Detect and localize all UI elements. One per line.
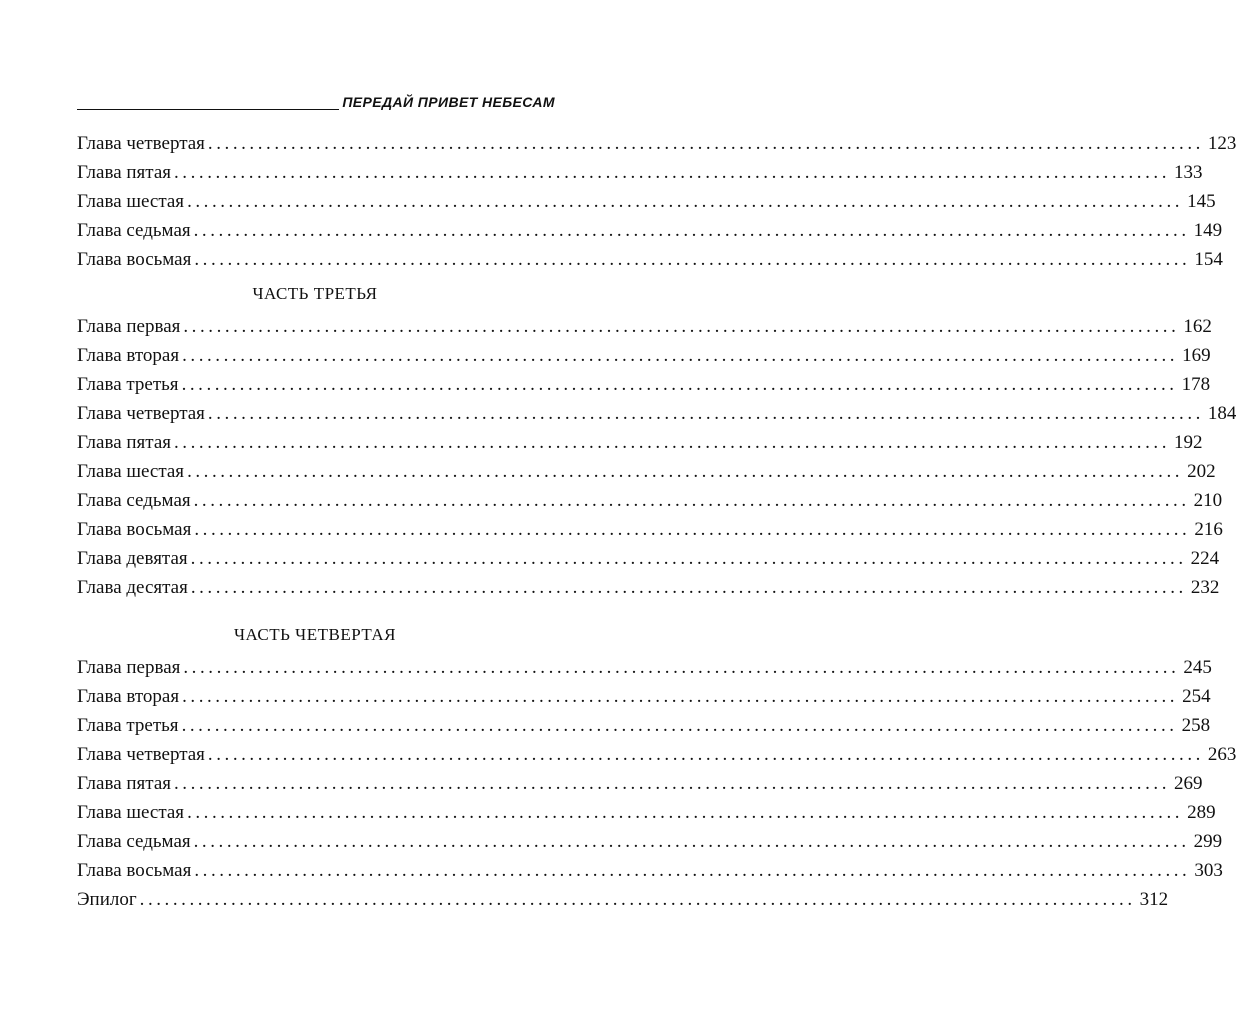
part-title-4: ЧАСТЬ ЧЕТВЕРТАЯ xyxy=(233,625,397,644)
toc-entry-label: Глава пятая xyxy=(77,773,171,794)
toc-entry-label: Глава четвертая xyxy=(77,403,205,424)
toc-entry xyxy=(77,856,1223,885)
dot-leader: ........................................................................................................................ xyxy=(194,860,1191,881)
toc-entry-page: 184 xyxy=(1207,403,1236,424)
toc-entry-label: Глава вторая xyxy=(77,345,180,366)
toc-entry xyxy=(77,711,1211,740)
toc-entry xyxy=(77,187,1216,216)
toc-entry xyxy=(77,515,1223,544)
toc-entry xyxy=(77,457,1216,486)
toc-entry-page: 232 xyxy=(1190,577,1220,598)
dot-leader: ........................................................................................................................ xyxy=(194,519,1191,540)
toc-entry-label: Глава седьмая xyxy=(77,831,191,852)
dot-leader: ........................................................................................................................ xyxy=(174,432,1170,453)
toc-entry xyxy=(77,399,1236,428)
toc-entry-page: 224 xyxy=(1190,548,1220,569)
toc-entry xyxy=(77,486,1223,515)
toc-entry-page: 133 xyxy=(1174,162,1203,183)
toc-part3-group xyxy=(77,312,1236,602)
toc-entry-page: 245 xyxy=(1183,657,1212,678)
running-header xyxy=(77,90,555,114)
toc-entry-label: Глава седьмая xyxy=(77,490,191,511)
toc-entry xyxy=(77,158,1203,187)
part-title-3: ЧАСТЬ ТРЕТЬЯ xyxy=(252,284,378,303)
toc-entry-page: 154 xyxy=(1194,249,1223,270)
dot-leader: ........................................................................................................................ xyxy=(207,403,1204,424)
toc-entry-label: Глава пятая xyxy=(77,432,171,453)
toc-entry-page: 162 xyxy=(1183,316,1212,337)
toc-entry-page: 210 xyxy=(1193,490,1223,511)
dot-leader: ........................................................................................................................ xyxy=(190,548,1187,569)
toc-entry xyxy=(77,573,1220,602)
toc-entry-page: 289 xyxy=(1187,802,1216,823)
toc-entry-page: 123 xyxy=(1207,133,1236,154)
dot-leader: ........................................................................................................................ xyxy=(207,744,1204,765)
dot-leader: ........................................................................................................................ xyxy=(174,773,1170,794)
toc-entry-label: Глава седьмая xyxy=(77,220,191,241)
dot-leader: ........................................................................................................................ xyxy=(181,715,1178,736)
toc-entry-page: 145 xyxy=(1187,191,1216,212)
dot-leader: ........................................................................................................................ xyxy=(183,316,1180,337)
toc-entry-label: Глава четвертая xyxy=(77,744,205,765)
table-of-contents xyxy=(77,129,1236,914)
toc-entry-page: 263 xyxy=(1207,744,1236,765)
toc-entry xyxy=(77,245,1223,274)
toc-entry xyxy=(77,798,1216,827)
toc-entry-label: Глава десятая xyxy=(77,577,188,598)
toc-entry xyxy=(77,428,1203,457)
toc-top-group xyxy=(77,129,1236,274)
dot-leader: ........................................................................................................................ xyxy=(183,657,1180,678)
toc-entry xyxy=(77,216,1223,245)
dot-leader: ........................................................................................................................ xyxy=(193,490,1190,511)
dot-leader: ........................................................................................................................ xyxy=(181,374,1178,395)
dot-leader: ........................................................................................................................ xyxy=(174,162,1170,183)
toc-entry-page: 178 xyxy=(1181,374,1211,395)
toc-entry xyxy=(77,740,1236,769)
toc-entry xyxy=(77,544,1220,573)
toc-entry xyxy=(77,341,1211,370)
toc-entry-label: Глава пятая xyxy=(77,162,171,183)
toc-entry-page: 149 xyxy=(1193,220,1223,241)
dot-leader: ........................................................................................................................ xyxy=(187,461,1184,482)
toc-entry xyxy=(77,769,1203,798)
dot-leader: ........................................................................................................................ xyxy=(207,133,1204,154)
book-title: ПЕРЕДАЙ ПРИВЕТ НЕБЕСАМ xyxy=(342,94,555,110)
toc-entry-label: Эпилог xyxy=(77,889,137,910)
toc-entry-label: Глава восьмая xyxy=(77,249,192,270)
dot-leader: ........................................................................................................................ xyxy=(193,831,1190,852)
toc-entry xyxy=(77,129,1236,158)
toc-entry-page: 216 xyxy=(1194,519,1223,540)
toc-entry xyxy=(77,370,1211,399)
dot-leader: ........................................................................................................................ xyxy=(139,889,1136,910)
toc-entry-label: Глава шестая xyxy=(77,802,185,823)
dot-leader: ........................................................................................................................ xyxy=(182,686,1179,707)
dot-leader: ........................................................................................................................ xyxy=(182,345,1179,366)
toc-entry-label: Глава первая xyxy=(77,316,181,337)
toc-entry-label: Глава четвертая xyxy=(77,133,205,154)
toc-entry-label: Глава девятая xyxy=(77,548,188,569)
toc-entry-label: Глава первая xyxy=(77,657,181,678)
toc-entry xyxy=(77,682,1211,711)
header-rule xyxy=(77,109,339,110)
dot-leader: ........................................................................................................................ xyxy=(187,802,1184,823)
toc-entry xyxy=(77,312,1212,341)
toc-entry-label: Глава третья xyxy=(77,715,179,736)
toc-entry-page: 312 xyxy=(1139,889,1169,910)
toc-entry-page: 299 xyxy=(1193,831,1223,852)
toc-part4-group xyxy=(77,653,1236,914)
toc-entry-label: Глава восьмая xyxy=(77,860,192,881)
toc-entry-page: 303 xyxy=(1194,860,1223,881)
toc-entry-page: 269 xyxy=(1174,773,1203,794)
dot-leader: ........................................................................................................................ xyxy=(190,577,1187,598)
toc-entry-label: Глава вторая xyxy=(77,686,180,707)
toc-entry xyxy=(77,653,1212,682)
toc-entry-page: 254 xyxy=(1182,686,1211,707)
toc-entry-page: 169 xyxy=(1182,345,1211,366)
toc-entry-label: Глава третья xyxy=(77,374,179,395)
toc-entry xyxy=(77,885,1169,914)
toc-entry-label: Глава шестая xyxy=(77,191,185,212)
toc-entry-page: 202 xyxy=(1187,461,1216,482)
toc-entry-label: Глава восьмая xyxy=(77,519,192,540)
dot-leader: ........................................................................................................................ xyxy=(193,220,1190,241)
toc-entry-page: 192 xyxy=(1174,432,1203,453)
dot-leader: ........................................................................................................................ xyxy=(194,249,1191,270)
toc-entry-label: Глава шестая xyxy=(77,461,185,482)
toc-entry xyxy=(77,827,1223,856)
toc-entry-page: 258 xyxy=(1181,715,1211,736)
dot-leader: ........................................................................................................................ xyxy=(187,191,1184,212)
